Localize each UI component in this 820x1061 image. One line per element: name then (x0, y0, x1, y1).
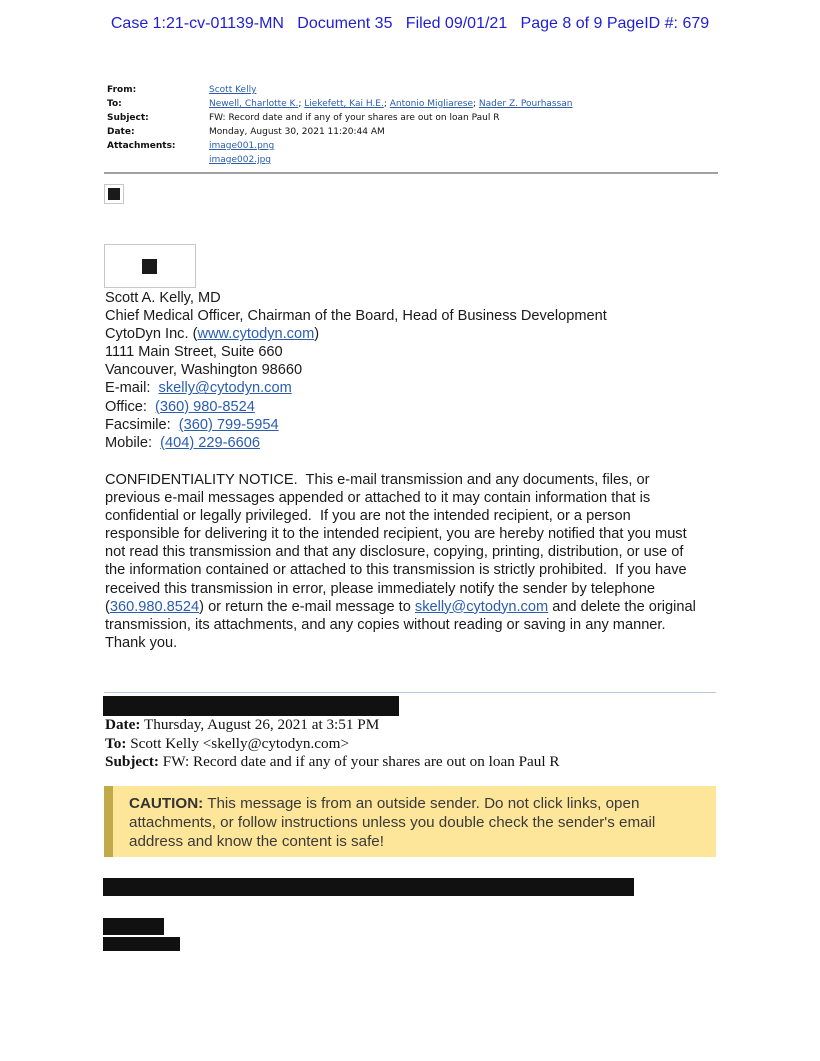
signature-email: E-mail: skelly@cytodyn.com (105, 380, 292, 397)
mobile-phone-link[interactable]: (404) 229-6606 (160, 434, 260, 451)
signature-address1: 1111 Main Street, Suite 660 (105, 344, 283, 361)
header-date-row (107, 125, 573, 139)
website-link[interactable]: www.cytodyn.com (197, 326, 315, 343)
signature-office: Office: (360) 980-8524 (105, 398, 255, 415)
subject-value: FW: Record date and if any of your shares are out on loan Paul R (209, 113, 500, 123)
header-subject-row (107, 111, 573, 125)
notice-line: Thank you. (105, 634, 178, 651)
caution-label: CAUTION: (129, 795, 204, 812)
image-icon (108, 188, 120, 200)
notice-line: CONFIDENTIALITY NOTICE. This e-mail transmission and any documents, files, or (105, 472, 650, 488)
signature-title: Chief Medical Officer, Chairman of the Board, Head of Business Development (105, 308, 607, 325)
signature-fax: Facsimile: (360) 799-5954 (105, 416, 279, 433)
forward-divider (104, 692, 716, 693)
notice-line: not read this transmission and that any disclosure, copying, printing, distribution, or use of (105, 544, 684, 561)
header-from-row (107, 83, 573, 97)
notice-line: the information contained or attached to this transmission is strictly prohibited. If you have (105, 562, 687, 579)
redaction-signoff-2 (103, 937, 180, 951)
forwarded-header (105, 716, 560, 772)
case-header: Case 1:21-cv-01139-MN Document 35 Filed 09/01/21 Page 8 of 9 PageID #: 679 (110, 15, 710, 32)
notice-line: responsible for delivering it to the intended recipient, you are hereby notified that you must (105, 526, 687, 543)
redaction-from (103, 696, 399, 716)
to-label: To: (107, 99, 122, 109)
image-icon (142, 259, 157, 274)
from-link[interactable]: Scott Kelly (209, 85, 257, 95)
header-attachments-row (107, 139, 573, 167)
signature-name: Scott A. Kelly, MD (105, 290, 221, 306)
notice-phone-link[interactable]: 360.980.8524 (109, 598, 200, 615)
notice-line: transmission, its attachments, and any copies without reading or saving in any manner. (105, 616, 666, 633)
email-header (107, 83, 573, 167)
image-placeholder-logo (104, 244, 196, 288)
header-to-row: To: Newell, Charlotte K.; Liekefett, Kai H.E.; Antonio Migliarese; Nader Z. Pourhassan (107, 99, 573, 109)
confidentiality-notice (105, 471, 725, 652)
to-link-migliarese[interactable]: Antonio Migliarese (389, 99, 473, 109)
attachments-label: Attachments: (107, 141, 176, 151)
redaction-body-line (103, 878, 634, 896)
caution-accent-bar (104, 786, 113, 857)
fax-link[interactable]: (360) 799-5954 (178, 416, 279, 433)
notice-line: received this transmission in error, please immediately notify the sender by telephone (105, 580, 655, 597)
to-link-pourhassan[interactable]: Nader Z. Pourhassan (478, 99, 573, 109)
redaction-signoff-1 (103, 918, 164, 935)
subject-label: Subject: (107, 113, 149, 123)
signature-mobile: Mobile: (404) 229-6606 (105, 434, 260, 451)
signature-address2: Vancouver, Washington 98660 (105, 362, 303, 379)
attachment-link-image002[interactable]: image002.jpg (209, 155, 271, 165)
image-placeholder-small (104, 184, 124, 204)
to-link-liekefett[interactable]: Liekefett, Kai H.E. (304, 99, 384, 109)
forwarded-subject: Subject: FW: Record date and if any of your shares are out on loan Paul R (105, 753, 560, 770)
forwarded-date: Date: Thursday, August 26, 2021 at 3:51 PM (105, 716, 380, 733)
notice-email-link[interactable]: skelly@cytodyn.com (414, 598, 549, 615)
email-link[interactable]: skelly@cytodyn.com (158, 380, 292, 397)
to-link-newell[interactable]: Newell, Charlotte K. (209, 99, 299, 109)
notice-line: previous e-mail messages appended or attached to it may contain information that is (105, 490, 651, 507)
from-label: From: (107, 85, 137, 95)
header-divider (104, 172, 718, 174)
date-label: Date: (107, 127, 135, 137)
signature-block (105, 289, 607, 452)
caution-banner (104, 786, 716, 857)
signature-company: CytoDyn Inc. (www.cytodyn.com) (105, 326, 320, 343)
caution-text: CAUTION: This message is from an outside sender. Do not click links, open attachments, or follow instructions unless you double check the sender's email address and know the content is safe! (129, 795, 656, 850)
notice-line: (360.980.8524) or return the e-mail message to skelly@cytodyn.com and delete the original (105, 598, 696, 615)
date-value: Monday, August 30, 2021 11:20:44 AM (209, 127, 385, 137)
notice-line: confidential or legally privileged. If you are not the intended recipient, or a person (105, 508, 631, 525)
attachment-link-image001[interactable]: image001.png (209, 141, 275, 151)
forwarded-to: To: Scott Kelly <skelly@cytodyn.com> (105, 734, 350, 752)
office-phone-link[interactable]: (360) 980-8524 (155, 398, 255, 415)
